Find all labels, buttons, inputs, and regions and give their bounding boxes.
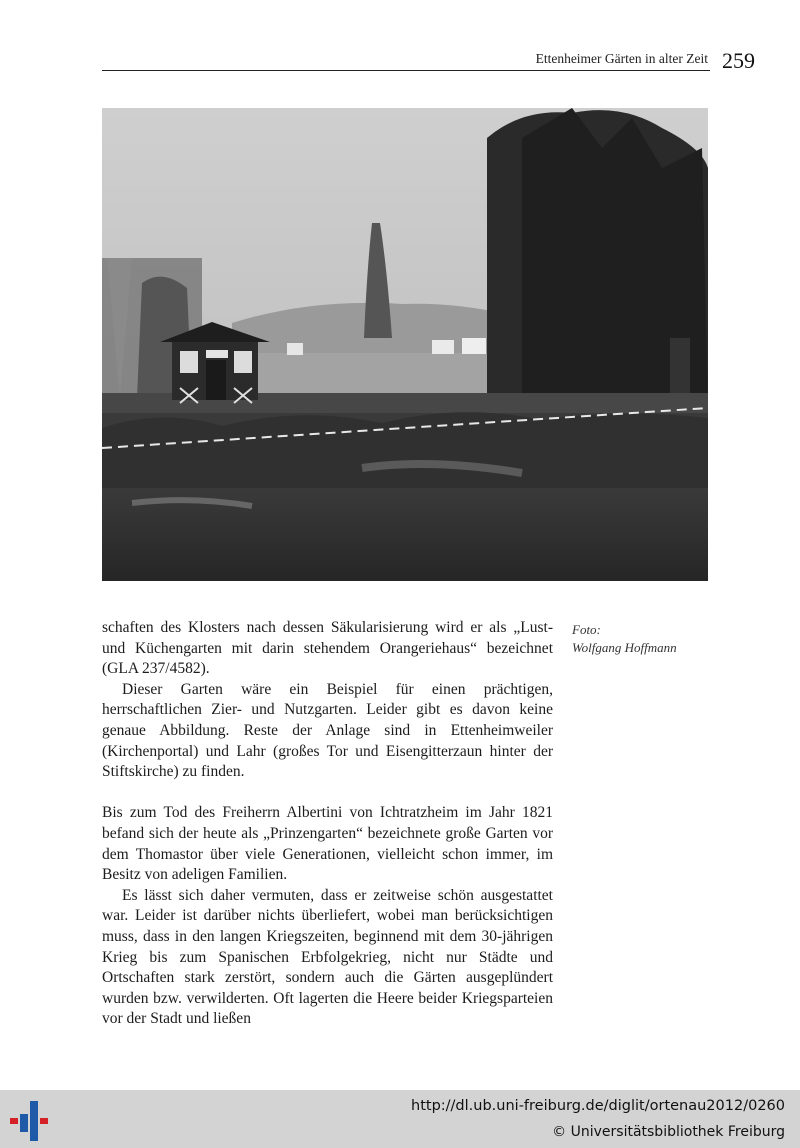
body-text [102,618,553,1030]
paragraph: Bis zum Tod des Freiherrn Albertini von Ichtratzheim im Jahr 1821 befand sich der heute als „Prinzengarten“ bezeichnete große Garten vor dem Thomastor über viele Generationen, vielleicht schon immer, im Besitz von adeligen Familien. [102,804,553,884]
document-url-link[interactable]: http://dl.ub.uni-freiburg.de/diglit/ortenau2012/0260 [411,1098,785,1114]
photo-caption [572,621,752,657]
paragraph: Es lässt sich daher vermuten, dass er zeitweise schön ausgestattet war. Leider ist darüber nichts überliefert, wobei man berücksichtigen muss, dass in den langen Kriegszeiten, beginnend mit dem 30-jährigen Krieg bis zum Spanischen Erbfolgekrieg, nicht nur Städte und Ortschaften stark zerstört, sondern auch die Gärten ausgeplündert wurden bzw. verwilderten. Oft lagerten die Heere beider Kriegsparteien vor der Stadt und ließen [102,886,553,1028]
paragraph: Dieser Garten wäre ein Beispiel für einen prächtigen, herrschaftlichen Zier- und Nutzgarten. Leider gibt es davon keine genaue Abbildung. Reste der Anlage sind in Ettenheimweiler (Kirchenportal) und Lahr (großes Tor und Eisengitterzaun hinter der Stiftskirche) zu finden. [102,680,553,781]
copyright-notice: © Universitätsbibliothek Freiburg [552,1124,785,1140]
footer-band [0,1090,800,1148]
caption-label: Foto: [572,622,601,637]
ub-freiburg-logo-icon [10,1101,50,1141]
header-rule [102,70,710,71]
garden-photograph [102,108,708,581]
paragraph: schaften des Klosters nach dessen Säkularisierung wird er als „Lust- und Küchengarten mit darin stehendem Orangeriehaus“ bezeichnet (GLA 237/4582). [102,619,553,678]
running-title: Ettenheimer Gärten in alter Zeit [535,51,708,66]
caption-credit: Wolfgang Hoffmann [572,640,677,655]
page-number: 259 [722,48,755,73]
